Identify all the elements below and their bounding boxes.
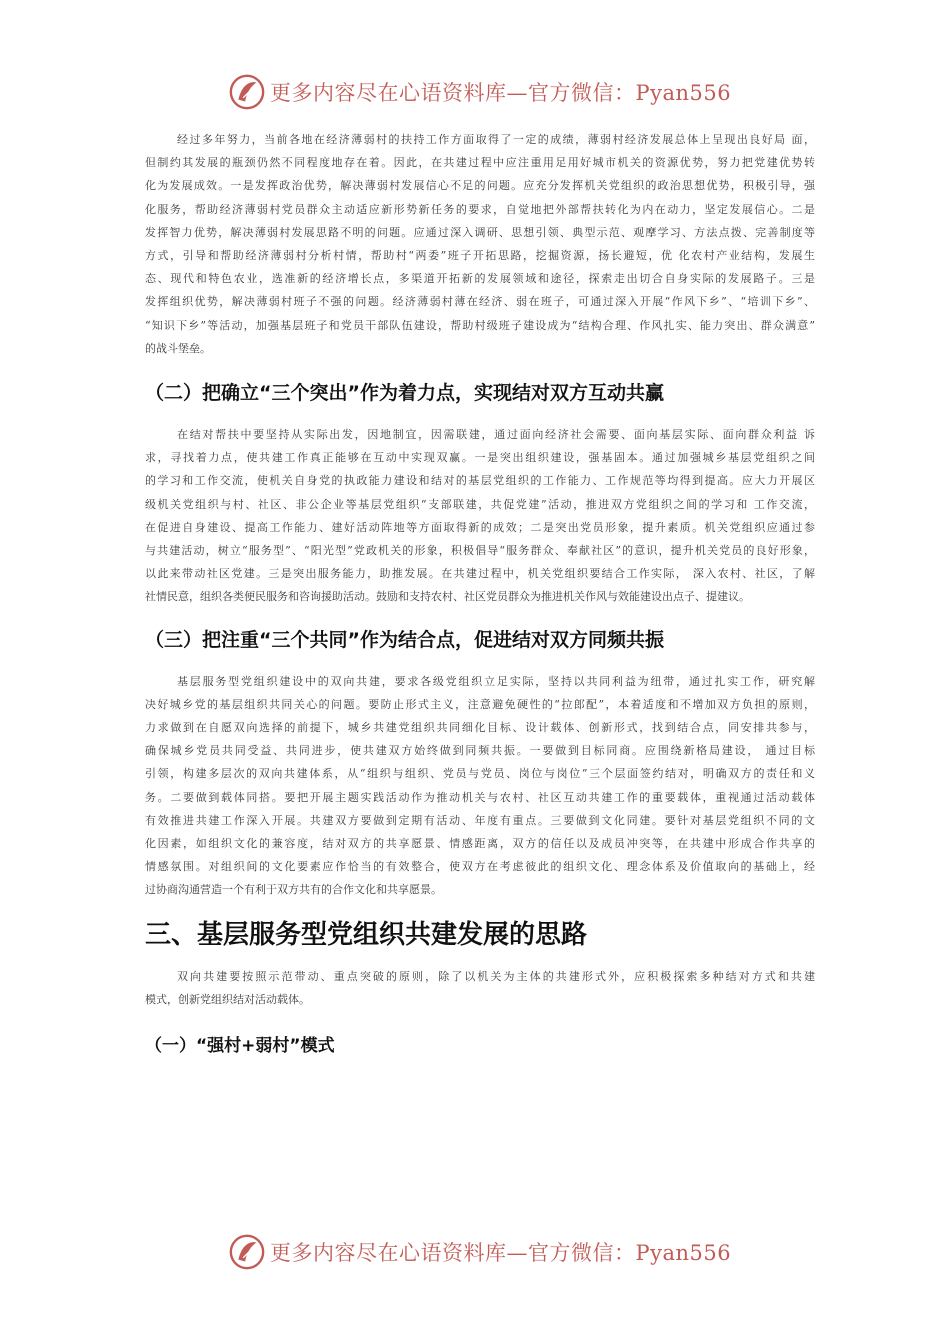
watermark-text: 更多内容尽在心语资料库—官方微信：Pyan556 — [270, 81, 732, 105]
text-line: 基层服务型党组织建设中的双向共建，要求各级党组织立足实际，坚持以共同利益为纽带，通过扎实工作，研究解 — [177, 674, 815, 688]
text-line: 在结对帮扶中要坚持从实际出发，因地制宜，因需联建，通过面向经济社会需要、面向基层实际、面向群众利益 诉 — [177, 428, 815, 442]
text-line: 的学习和工作交流，使机关自身党的执政能力建设和结对的基层党组织的工作能力、工作规范等均得到提高。应大力开展区 — [145, 474, 815, 488]
text-line: 过协商沟通营造一个有利于双方共有的合作文化和共享愿景。 — [145, 883, 442, 897]
text-line: 化服务，帮助经济薄弱村党员群众主动适应新形势新任务的要求，自觉地把外部帮扶转化为内在动力，坚定发展信心。二是 — [145, 202, 815, 216]
watermark-text: 更多内容尽在心语资料库—官方微信：Pyan556 — [270, 1241, 732, 1265]
text-line: 发挥智力优势，解决薄弱村发展思路不明的问题。应通过深入调研、思想引领、典型示范、观摩学习、方法点拨、完善制度等 — [145, 225, 815, 239]
subsection-heading: （一）“强村+弱村”模式 — [145, 1036, 335, 1057]
text-line: 态、现代和特色农业，选准新的经济增长点，多渠道开拓新的发展领域和途径，探索走出切合自身实际的发展路子。三是 — [145, 272, 815, 286]
text-line: 情感氛围。对组织间的文化要素应作恰当的有效整合，使双方在考虑彼此的组织文化、理念体系及价值取向的基础上，经 — [145, 860, 815, 874]
text-line: 经过多年努力，当前各地在经济薄弱村的扶持工作方面取得了一定的成绩，薄弱村经济发展总体上呈现出良好局 面， — [177, 133, 815, 146]
text-line: 务。二要做到载体同搭。要把开展主题实践活动作为推动机关与农村、社区互动共建工作的重要载体，重视通过活动载体 — [145, 790, 815, 804]
text-line: 与共建活动，树立“服务型”、“阳光型”党政机关的形象，积极倡导“服务群众、奉献社区”的意识，提升机关党员的良好形象， — [145, 544, 815, 558]
text-line: 模式，创新党组织结对活动载体。 — [145, 992, 310, 1006]
text-line: 化因素，如组织文化的兼容度，结对双方的共享愿景、情感距离，双方的信任以及成员冲突等，在共建中形成合作共享的 — [145, 837, 815, 851]
text-line: 方式，引导和帮助经济薄弱村分析村情，帮助村“两委”班子开拓思路，挖掘资源，扬长避短，优 化农村产业结构，发展生 — [145, 249, 815, 263]
section-heading: （三）把注重“三个共同”作为结合点，促进结对双方同频共振 — [145, 628, 664, 651]
chapter-heading: 三、基层服务型党组织共建发展的思路 — [145, 919, 588, 950]
text-line: 以此来带动社区党建。三是突出服务能力，助推发展。在共建过程中，机关党组织要结合工作实际， 深入农村、社区，了解 — [145, 567, 815, 581]
logo-icon — [228, 73, 266, 111]
text-line: 确保城乡党员共同受益、共同进步，使共建双方始终做到同频共振。一要做到目标同商。应围绕新格局建设， 通过目标 — [145, 744, 815, 758]
footer-watermark — [228, 1232, 731, 1272]
paragraph — [145, 128, 815, 360]
text-line: 的战斗堡垒。 — [145, 341, 211, 355]
logo-icon — [228, 1233, 266, 1271]
document-body — [145, 128, 815, 1056]
text-line: 发挥组织优势，解决薄弱村班子不强的问题。经济薄弱村薄在经济、弱在班子，可通过深入开展“作风下乡”、“培训下乡”、 — [145, 295, 815, 309]
paragraph — [145, 423, 815, 609]
text-line: 双向共建要按照示范带动、重点突破的原则，除了以机关为主体的共建形式外，应积极探索多种结对方式和共建 — [177, 969, 815, 983]
section-heading: （二）把确立“三个突出”作为着力点，实现结对双方互动共赢 — [145, 382, 664, 405]
text-line: “知识下乡”等活动，加强基层班子和党员干部队伍建设，帮助村级班子建设成为“结构合理、作风扎实、能力突出、群众满意” — [145, 318, 815, 332]
text-line: 引领，构建多层次的双向共建体系，从“组织与组织、党员与党员、岗位与岗位”三个层面签约结对，明确双方的责任和义 — [145, 767, 815, 781]
text-line: 但制约其发展的瓶颈仍然不同程度地存在着。因此，在共建过程中应注重用足用好城市机关的资源优势，努力把党建优势转 — [145, 156, 815, 170]
text-line: 级机关党组织与村、社区、非公企业等基层党组织“支部联建，共促党建”活动，推进双方党组织之间的学习和 工作交流， — [145, 497, 815, 511]
text-line: 力求做到在自愿双向选择的前提下，城乡共建党组织共同细化目标、设计载体、创新形式，找到结合点，同安排共参与， — [145, 721, 815, 735]
text-line: 在促进自身建设、提高工作能力、建好活动阵地等方面取得新的成效；二是突出党员形象，提升素质。机关党组织应通过参 — [145, 520, 815, 534]
text-line: 社情民意，组织各类便民服务和咨询援助活动。鼓励和支持农村、社区党员群众为推进机关作风与效能建设出点子、提建议。 — [145, 590, 750, 604]
text-line: 化为发展成效。一是发挥政治优势，解决薄弱村发展信心不足的问题。应充分发挥机关党组织的政治思想优势，积极引导，强 — [145, 179, 815, 193]
header-watermark — [228, 72, 731, 112]
text-line: 有效推进共建工作深入开展。共建双方要做到定期有活动、年度有重点。三要做到文化同建。要针对基层党组织不同的文 — [145, 813, 815, 827]
text-line: 决好城乡党的基层组织共同关心的问题。要防止形式主义，注意避免硬性的“拉郎配”，本着适度和不增加双方负担的原则， — [145, 697, 815, 711]
paragraph — [145, 670, 815, 902]
paragraph — [145, 965, 815, 1011]
text-line: 求，寻找着力点，使共建工作真正能够在互动中实现双赢。一是突出组织建设，强基固本。通过加强城乡基层党组织之间 — [145, 451, 815, 465]
